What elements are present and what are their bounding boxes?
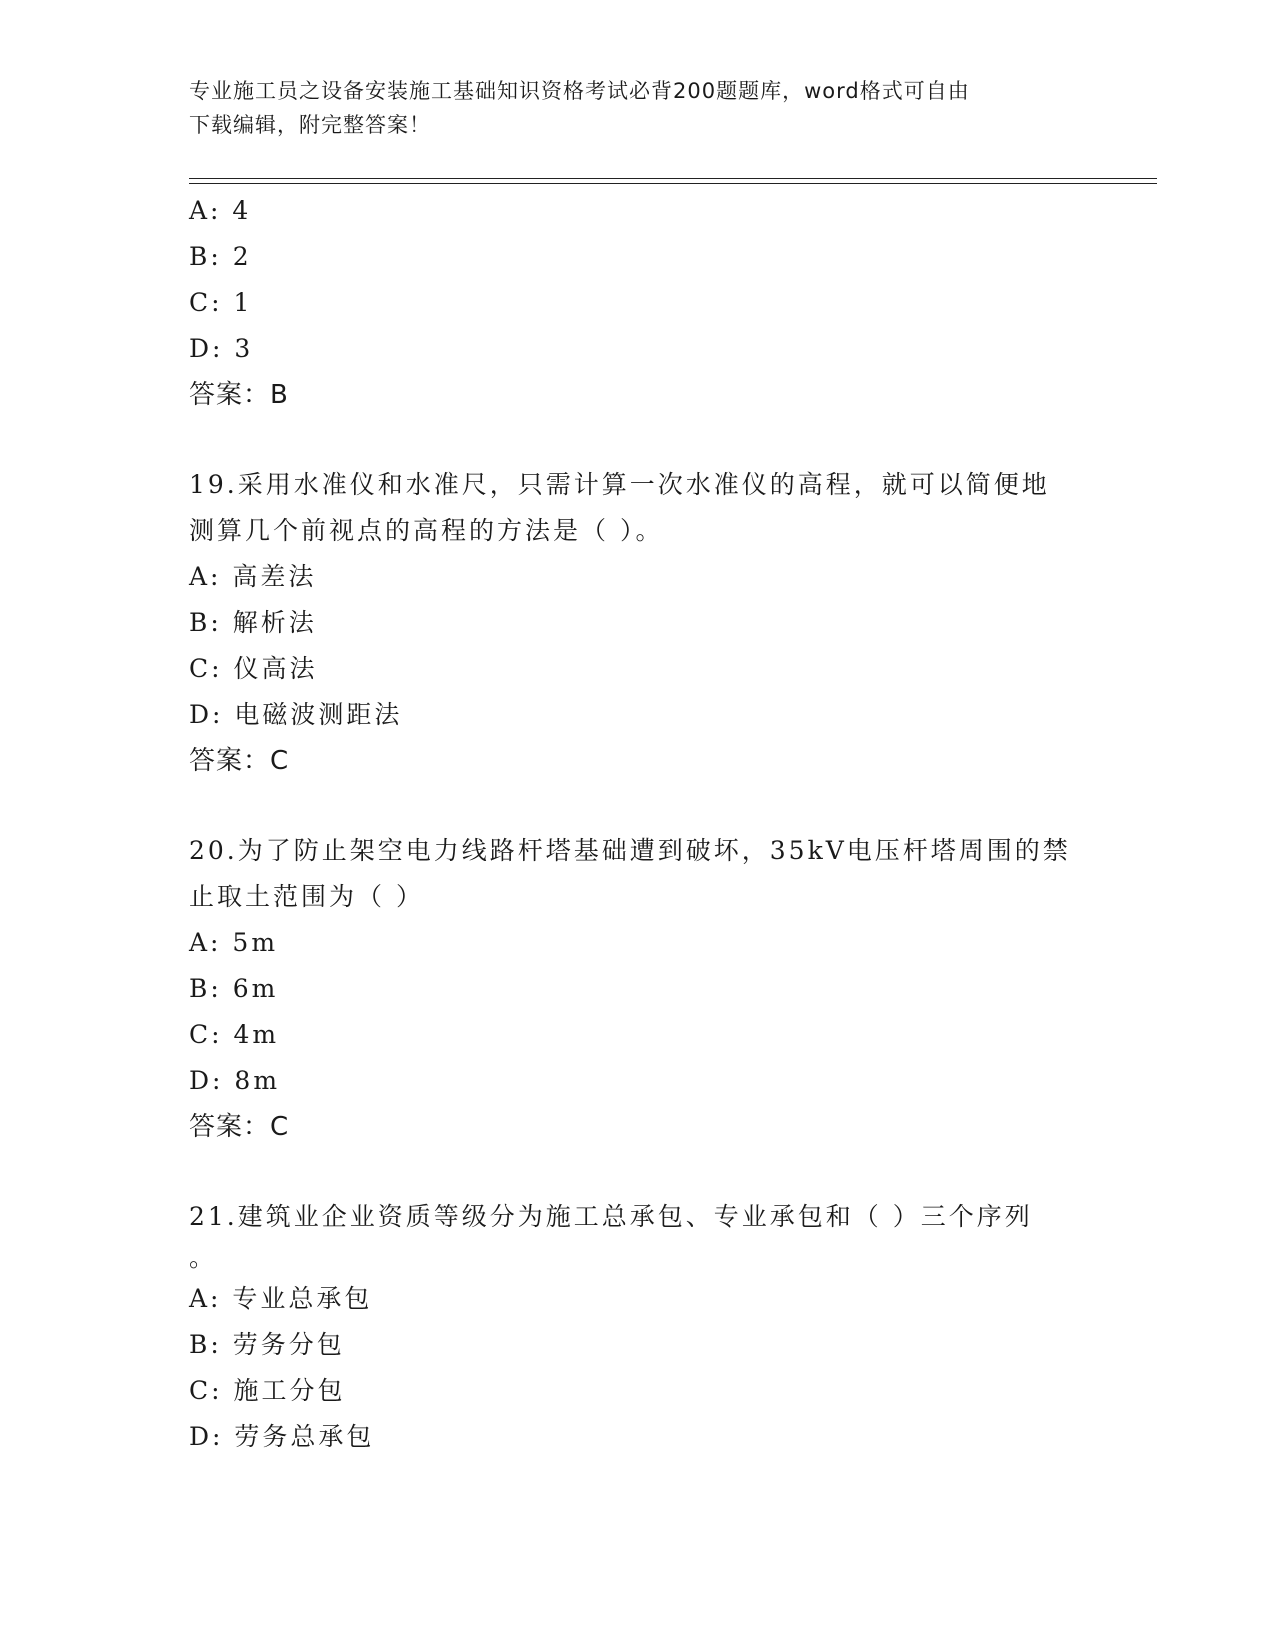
option-d: D: 3 <box>189 334 254 363</box>
option-d: D: 劳务总承包 <box>189 1422 375 1451</box>
question-18 <box>189 188 1109 418</box>
answer-line: 答案：C <box>189 1112 290 1142</box>
question-stem: 20.为了防止架空电力线路杆塔基础遭到破坏，35kV电压杆塔周围的禁 <box>189 836 1071 865</box>
document-header <box>189 74 1089 142</box>
question-list <box>189 188 1109 1460</box>
header-divider-bottom <box>189 183 1157 184</box>
header-divider-top <box>189 178 1157 179</box>
option-a: A: 5m <box>189 928 279 957</box>
option-a: A: 专业总承包 <box>189 1284 373 1313</box>
option-c: C: 施工分包 <box>189 1376 346 1405</box>
option-b: B: 6m <box>189 974 279 1003</box>
option-d: D: 8m <box>189 1066 281 1095</box>
option-a: A: 4 <box>189 196 252 225</box>
question-stem-continued: 。 <box>189 1243 218 1272</box>
option-b: B: 劳务分包 <box>189 1330 345 1359</box>
answer-line: 答案：C <box>189 746 290 776</box>
option-c: C: 1 <box>189 288 253 317</box>
answer-line: 答案：B <box>189 380 289 410</box>
option-b: B: 2 <box>189 242 252 271</box>
question-21 <box>189 1194 1109 1460</box>
question-stem: 19.采用水准仪和水准尺，只需计算一次水准仪的高程，就可以简便地 <box>189 470 1050 499</box>
option-b: B: 解析法 <box>189 608 317 637</box>
option-c: C: 4m <box>189 1020 280 1049</box>
header-title-line2: 下载编辑，附完整答案！ <box>189 113 431 137</box>
question-19 <box>189 462 1109 784</box>
option-c: C: 仪高法 <box>189 654 318 683</box>
question-stem-continued: 止取土范围为（ ） <box>189 882 424 911</box>
header-title-line1: 专业施工员之设备安装施工基础知识资格考试必背200题题库，word格式可自由 <box>189 79 970 103</box>
question-stem-continued: 测算几个前视点的高程的方法是（ ）。 <box>189 516 664 545</box>
question-20 <box>189 828 1109 1150</box>
option-a: A: 高差法 <box>189 562 317 591</box>
question-stem: 21.建筑业企业资质等级分为施工总承包、专业承包和（ ）三个序列 <box>189 1202 1033 1231</box>
option-d: D: 电磁波测距法 <box>189 700 403 729</box>
